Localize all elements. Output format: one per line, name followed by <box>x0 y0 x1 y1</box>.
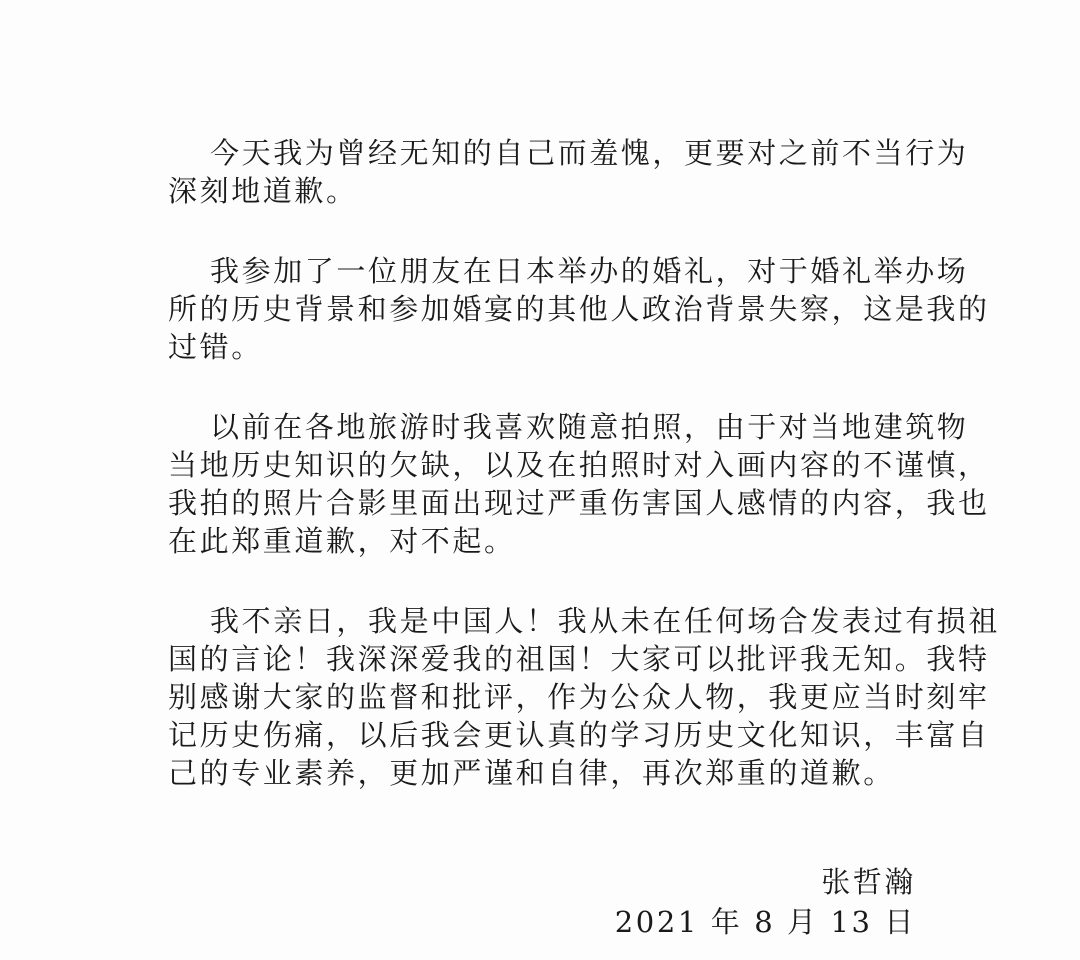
signature-block <box>615 862 916 942</box>
signature-date: 2021 年 8 月 13 日 <box>614 905 916 939</box>
paragraph-4 <box>168 602 1001 792</box>
paragraph-line: 所的历史背景和参加婚宴的其他人政治背景失察，这是我的 <box>168 292 990 326</box>
paragraph-line: 今天我为曾经无知的自己而羞愧，更要对之前不当行为 <box>210 136 969 170</box>
paragraph-line: 国的言论！我深深爱我的祖国！大家可以批评我无知。我特 <box>168 642 990 676</box>
paragraph-line: 别感谢大家的监督和批评，作为公众人物，我更应当时刻牢 <box>168 680 990 714</box>
paragraph-line: 记历史伤痛，以后我会更认真的学习历史文化知识，丰富自 <box>168 718 990 752</box>
paragraph-line: 当地历史知识的欠缺，以及在拍照时对入画内容的不谨慎， <box>168 448 990 482</box>
paragraph-line: 在此郑重道歉，对不起。 <box>168 524 516 558</box>
paragraph-line: 以前在各地旅游时我喜欢随意拍照，由于对当地建筑物 <box>210 410 969 444</box>
paragraph-line: 我拍的照片合影里面出现过严重伤害国人感情的内容，我也 <box>168 486 990 520</box>
paragraph-line: 我参加了一位朋友在日本举办的婚礼，对于婚礼举办场 <box>210 254 969 288</box>
paragraph-line: 过错。 <box>168 330 263 364</box>
paragraph-line: 我不亲日，我是中国人！我从未在任何场合发表过有损祖 <box>210 604 1001 638</box>
paragraph-1 <box>168 134 969 210</box>
paragraph-2 <box>168 252 990 366</box>
paragraph-3 <box>168 408 990 560</box>
paragraph-line: 己的专业素养，更加严谨和自律，再次郑重的道歉。 <box>168 756 895 790</box>
letter-body <box>168 134 1001 792</box>
paragraph-line: 深刻地道歉。 <box>168 174 358 208</box>
signature-name: 张哲瀚 <box>821 865 916 899</box>
